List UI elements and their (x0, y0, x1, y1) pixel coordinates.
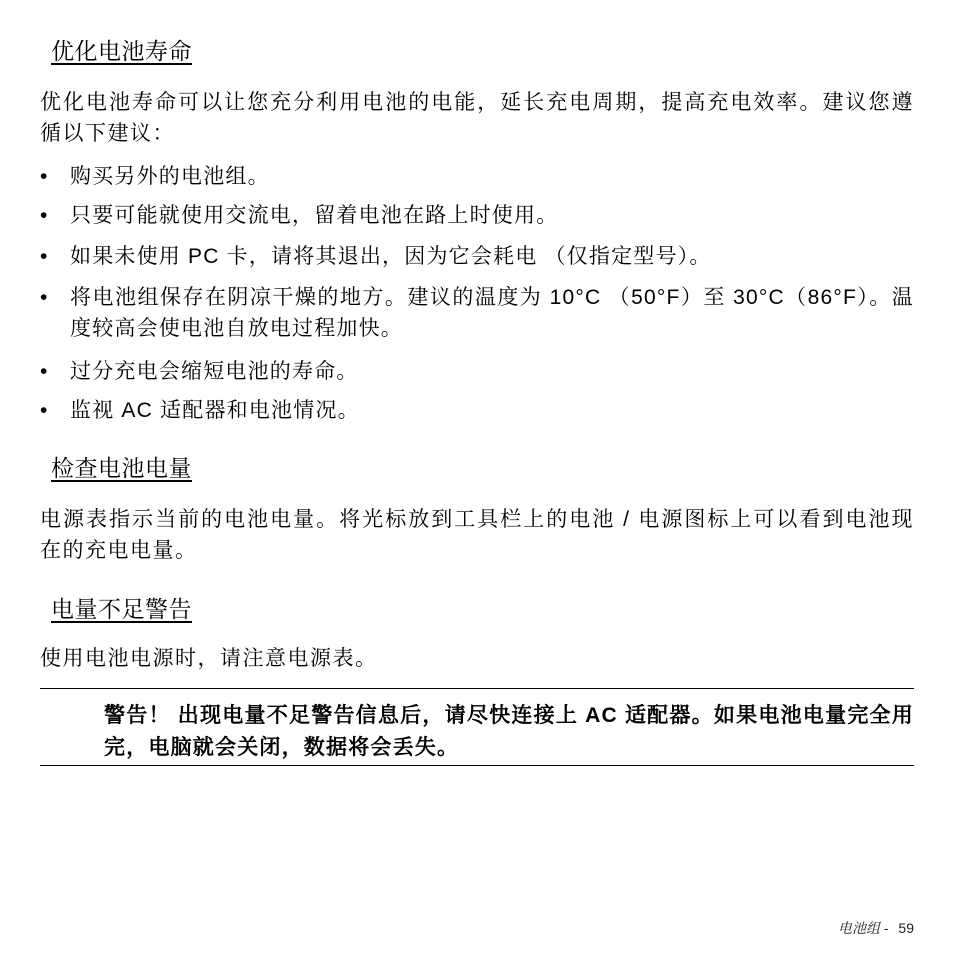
list-item-text: 过分充电会缩短电池的寿命。 (70, 360, 359, 383)
footer-separator: - (883, 920, 889, 936)
bullet-icon: • (40, 360, 49, 383)
check-level-paragraph: 电源表指示当前的电池电量。将光标放到工具栏上的电池 / 电源图标上可以看到电池现在的充电电量。 (40, 508, 914, 562)
list-item-text: 只要可能就使用交流电，留着电池在路上时使用。 (70, 204, 559, 227)
page-footer (838, 919, 914, 937)
bullet-icon: • (40, 399, 49, 422)
warning-note: 警告！ 出现电量不足警告信息后，请尽快连接上 AC 适配器。如果电池电量完全用完，电脑就会关闭，数据将会丢失。 (104, 704, 914, 759)
list-item-text: 监视 AC 适配器和电池情况。 (70, 399, 360, 422)
bullet-icon: • (40, 286, 49, 309)
list-item-text: 如果未使用 PC 卡，请将其退出，因为它会耗电 （仅指定型号）。 (70, 245, 712, 268)
list-item-text: 将电池组保存在阴凉干燥的地方。建议的温度为 10°C （50°F）至 30°C（86°F）。温度较高会使电池自放电过程加快。 (70, 286, 914, 340)
footer-section-name: 电池组 (837, 920, 880, 936)
warning-top-rule (40, 688, 914, 689)
bullet-icon: • (40, 204, 49, 227)
page-number: 59 (898, 920, 914, 936)
bullet-icon: • (40, 165, 49, 188)
section-heading-optimize-battery-life: 优化电池寿命 (51, 38, 192, 64)
bullet-icon: • (40, 245, 49, 268)
intro-paragraph: 优化电池寿命可以让您充分利用电池的电能，延长充电周期，提高充电效率。建议您遵循以下建议： (40, 91, 914, 145)
warning-bottom-rule (40, 765, 914, 766)
section-heading-low-battery-warning: 电量不足警告 (51, 596, 192, 622)
section-heading-check-battery-level: 检查电池电量 (51, 455, 192, 481)
list-item-text: 购买另外的电池组。 (70, 165, 270, 188)
low-warning-paragraph: 使用电池电源时，请注意电源表。 (40, 647, 378, 670)
